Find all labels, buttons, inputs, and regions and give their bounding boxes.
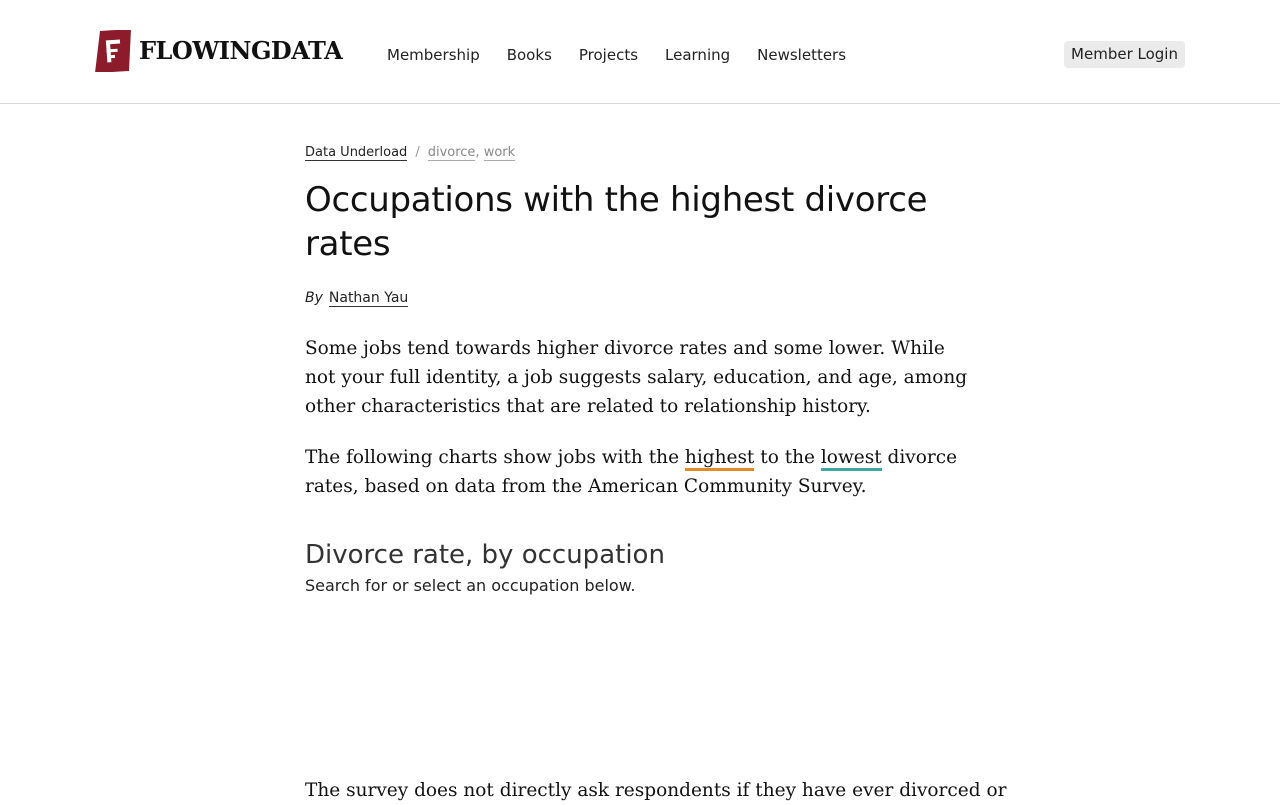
paragraph-text: divorce rates, based on data from the American Community Survey. xyxy=(305,447,958,497)
section-subtitle: Search for or select an occupation below. xyxy=(305,576,636,595)
flowingdata-logo-icon xyxy=(95,30,131,72)
tag-link-work[interactable]: work xyxy=(483,145,516,160)
logo-wordmark: FLOWINGDATA xyxy=(139,36,343,65)
nav-item-newsletters[interactable]: Newsletters xyxy=(757,46,847,64)
page-title: Occupations with the highest divorce rates xyxy=(305,180,928,264)
nav-item-books[interactable]: Books xyxy=(506,46,552,64)
byline xyxy=(305,288,408,308)
main-nav xyxy=(387,44,846,66)
nav-item-membership[interactable]: Membership xyxy=(387,46,480,64)
paragraph-text: The following charts show jobs with the xyxy=(305,447,685,468)
paragraph-text: to the xyxy=(754,447,821,468)
tag-separator: , xyxy=(475,145,480,160)
charts-paragraph xyxy=(305,443,975,501)
byline-prefix: By xyxy=(305,290,323,306)
breadcrumb xyxy=(305,144,515,162)
member-login-button[interactable]: Member Login xyxy=(1064,41,1185,68)
highest-link[interactable]: highest xyxy=(685,447,754,471)
intro-paragraph: Some jobs tend towards higher divorce rates and some lower. While not your full identity, a job suggests salary, education, and age, among other characteristics that are related to relationship history. xyxy=(305,338,968,417)
site-logo[interactable] xyxy=(95,30,342,72)
author-link[interactable]: Nathan Yau xyxy=(328,290,409,306)
breadcrumb-category-link[interactable]: Data Underload xyxy=(305,145,408,160)
nav-item-projects[interactable]: Projects xyxy=(578,46,639,64)
tag-link-divorce[interactable]: divorce xyxy=(427,145,476,160)
breadcrumb-separator: / xyxy=(415,145,420,160)
nav-item-learning[interactable]: Learning xyxy=(665,46,731,64)
survey-paragraph: The survey does not directly ask respondents if they have ever divorced or xyxy=(305,780,1007,801)
lowest-link[interactable]: lowest xyxy=(821,447,882,471)
site-header xyxy=(0,0,1280,104)
section-title: Divorce rate, by occupation xyxy=(305,540,665,570)
